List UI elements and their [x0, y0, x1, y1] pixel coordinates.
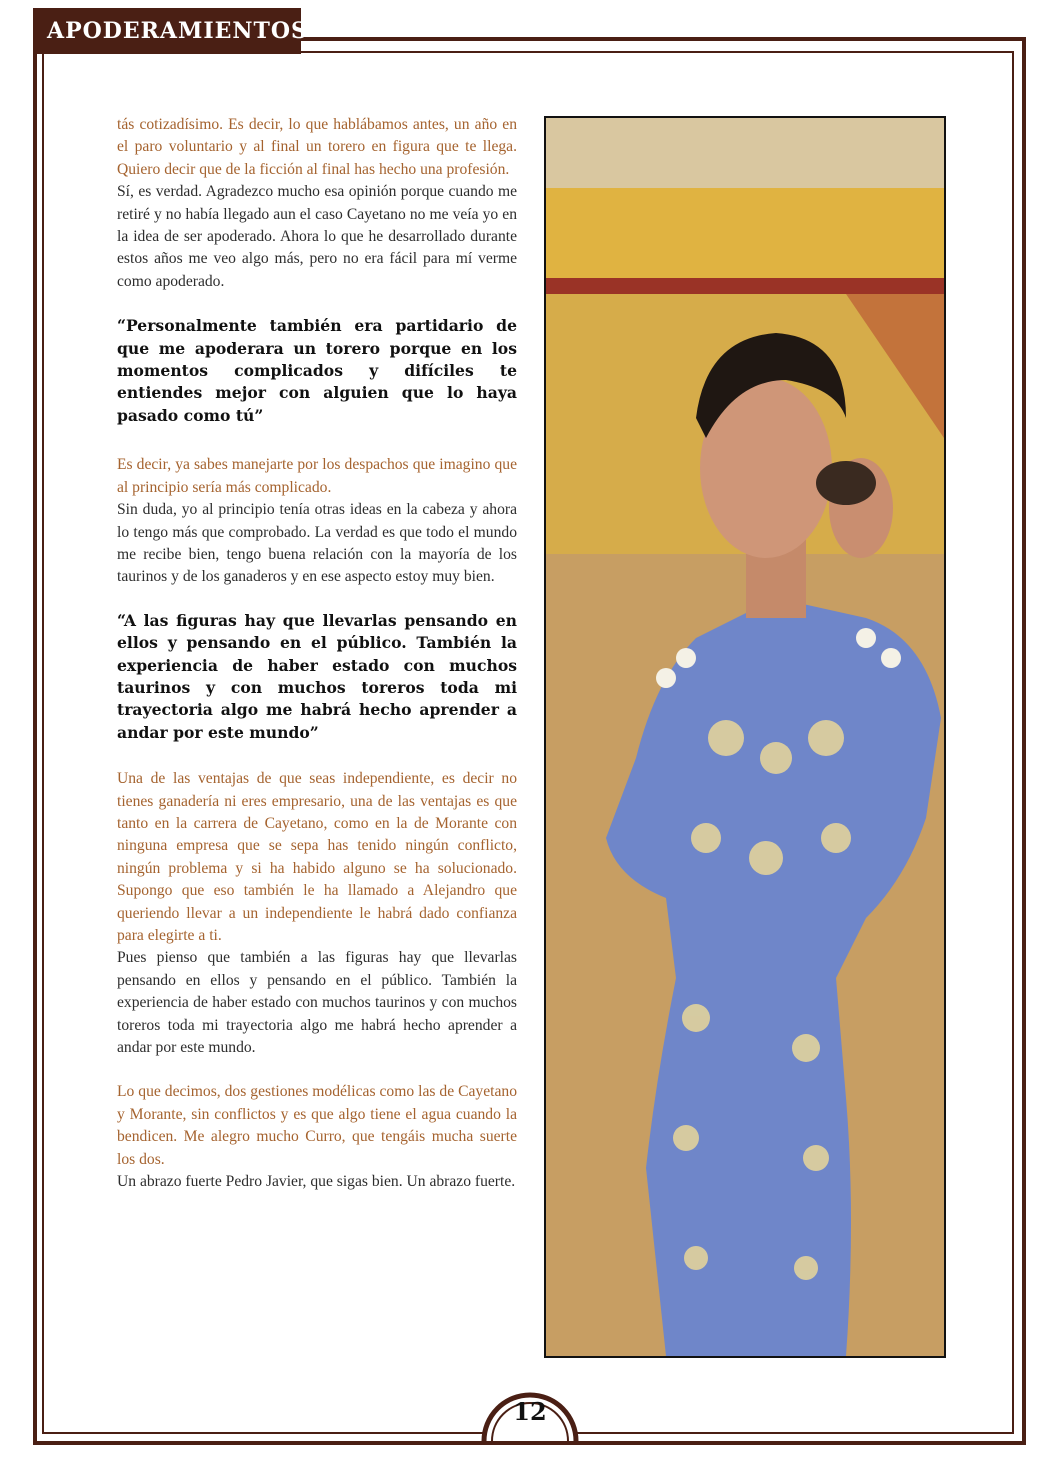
page-number: 12 — [513, 1397, 547, 1426]
interviewee-answer: Sí, es verdad. Agradezco mucho esa opinión porque cuando me retiré y no había llegado aun el caso Cayetano no me veía yo en la idea de ser apoderado. Ahora lo que he desarrollado durante estos años me veo algo más, pero no era fácil para mí verme como apoderado. — [117, 183, 517, 290]
bullfighter-photo — [544, 116, 946, 1358]
page-number-badge — [480, 1379, 580, 1469]
interviewer-question: Una de las ventajas de que seas independiente, es decir no tienes ganadería ni eres empresario, una de las ventajas es que tanto en la carrera de Cayetano, como en la de Morante con ninguna empresa que se sepa has tenido ningún conflicto, ningún problema y si ha habido alguno se ha solucionado. Supongo que eso también le ha llamado a Alejandro que queriendo llevar a un independiente le habrá dado confianza para elegirte a ti. — [117, 770, 517, 944]
bullfighter-illustration — [546, 118, 944, 1356]
interviewer-question: tás cotizadísimo. Es decir, lo que hablábamos antes, un año en el paro voluntario y al final un torero en figura que te llega. Quiero decir que de la ficción al final has hecho una profesión. — [117, 116, 517, 178]
interviewee-answer: Pues pienso que también a las figuras hay que llevarlas pensando en ellos y pensando en el público. También la experiencia de haber estado con muchos taurinos y con muchos toreros toda mi trayectoria algo me habrá hecho aprender a andar por este mundo. — [117, 949, 517, 1057]
interviewee-answer: Un abrazo fuerte Pedro Javier, que sigas bien. Un abrazo fuerte. — [117, 1173, 516, 1191]
interviewer-question: Es decir, ya sabes manejarte por los despachos que imagino que al principio sería más complicado. — [117, 456, 517, 496]
pull-quote: “A las figuras hay que llevarlas pensando en ellos y pensando en el público. También la experiencia de haber estado con muchos taurinos y con muchos toreros toda mi trayectoria algo me habrá hecho aprender a andar por este mundo” — [117, 610, 517, 742]
section-header: APODERAMIENTOS — [33, 8, 301, 54]
interviewer-question: Lo que decimos, dos gestiones modélicas como las de Cayetano y Morante, sin conflictos y es que algo tiene el agua cuando la bendicen. Me alegro mucho Curro, que tengáis mucha suerte los dos. — [117, 1083, 517, 1168]
pull-quote: “Personalmente también era partidario de que me apoderara un torero porque en los momentos complicados y difíciles te entiendes mejor con alguien que lo haya pasado como tú” — [117, 316, 517, 425]
article-text-column — [117, 114, 517, 1193]
interviewee-answer: Sin duda, yo al principio tenía otras ideas en la cabeza y ahora lo tengo más que comprobado. La verdad es que todo el mundo me recibe bien, tengo buena relación con la mayoría de los taurinos y de los ganaderos y en ese aspecto estoy muy bien. — [117, 501, 517, 586]
